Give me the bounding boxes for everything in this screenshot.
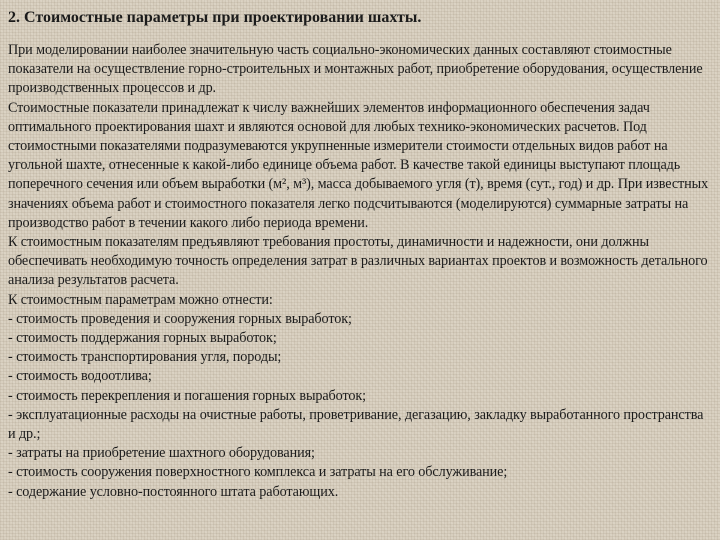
paragraph-requirements: К стоимостным показателям предъявляют требования простоты, динамичности и надежности, они должны обеспечивать необходимую точность определения затрат в различных вариантах проектов и возможность детального анализа результатов расчета. xyxy=(8,234,708,289)
paragraph-cost-indicators: Стоимостные показатели принадлежат к числу важнейших элементов информационного обеспечения задач оптимального проектирования шахт и являются основой для любых технико-экономических расчетов. Под стоимостными показателями подразумеваются укрупненные измерители стоимости отдельных видов работ на угольной шахте, отнесенные к какой-либо единице объема работ. В качестве такой единицы выступают площадь поперечного сечения или объем выработки (м², м³), масса добываемого угля (т), время (сут., год) и др. При известных значениях объема работ и стоимостного показателя легко подсчитываются (моделируются) суммарные затраты на производство работ в течении какого либо периода времени. xyxy=(8,99,709,231)
list-item: - эксплуатационные расходы на очистные работы, проветривание, дегазацию, закладку выработанного пространства и др.; xyxy=(8,406,704,443)
cost-parameters-list xyxy=(8,310,712,502)
list-item: - стоимость водоотлива; xyxy=(8,368,152,385)
body-text xyxy=(8,41,712,502)
list-item: - затраты на приобретение шахтного оборудования; xyxy=(8,445,315,462)
list-item: - стоимость сооружения поверхностного комплекса и затраты на его обслуживание; xyxy=(8,464,508,481)
paragraph-list-intro: К стоимостным параметрам можно отнести: xyxy=(8,291,273,308)
paragraph-intro: При моделировании наиболее значительную часть социально-экономических данных составляют стоимостные показатели на осуществление горно-строительных и монтажных работ, приобретение оборудования, осуществление производственных процессов и др. xyxy=(8,42,703,97)
list-item: - стоимость проведения и сооружения горных выработок; xyxy=(8,310,352,327)
list-item: - стоимость транспортирования угля, породы; xyxy=(8,349,282,366)
page-title: 2. Стоимостные параметры при проектировании шахты. xyxy=(8,9,422,26)
list-item: - стоимость перекрепления и погашения горных выработок; xyxy=(8,387,367,404)
list-item: - стоимость поддержания горных выработок; xyxy=(8,330,277,347)
list-item: - содержание условно-постоянного штата работающих. xyxy=(8,483,339,500)
